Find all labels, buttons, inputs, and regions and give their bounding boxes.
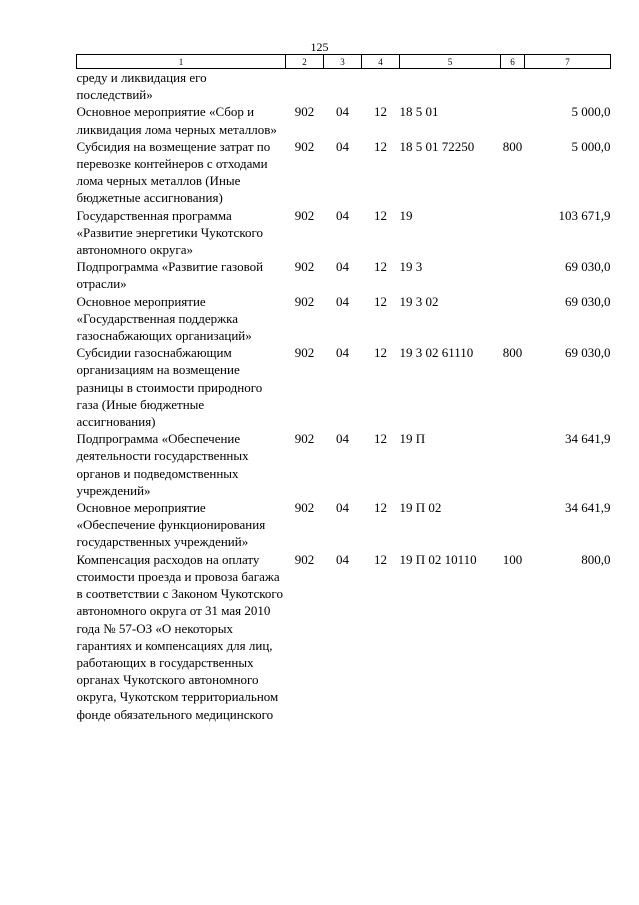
- table-row: [77, 293, 611, 345]
- item-name: Основное мероприятие «Обеспечение функционирования государственных учреждений»: [76, 500, 266, 550]
- target-item-code: 19 П 02 10110: [399, 551, 477, 567]
- column-number: 1: [77, 55, 286, 69]
- expense-type-code: [501, 207, 525, 259]
- target-item-code: 19 3 02 61110: [399, 345, 474, 361]
- amount: 103 671,9: [558, 207, 611, 223]
- target-item-code: 19 П: [399, 431, 426, 447]
- subsection-code: 12: [374, 104, 387, 120]
- item-name: Субсидия на возмещение затрат по перевозке контейнеров с отходами лома черных металлов (Иные бюджетные ассигнования): [76, 138, 271, 206]
- amount: 34 641,9: [565, 431, 611, 447]
- column-number: 6: [501, 55, 525, 69]
- grbs-code: 902: [294, 551, 315, 567]
- section-code: 04: [336, 104, 349, 120]
- item-name: Основное мероприятие «Сбор и ликвидация лома черных металлов»: [76, 104, 277, 137]
- expense-type-code: 800: [502, 345, 523, 361]
- subsection-code: 12: [374, 259, 387, 275]
- grbs-code: 902: [294, 104, 315, 120]
- column-number: 4: [362, 55, 400, 69]
- table-row: [77, 430, 611, 499]
- column-number: 3: [324, 55, 362, 69]
- table-row: [77, 344, 611, 430]
- amount: 69 030,0: [565, 345, 611, 361]
- table-row: [77, 207, 611, 259]
- subsection-code: [362, 69, 400, 104]
- page-number: 125: [310, 40, 329, 54]
- section-code: 04: [336, 207, 349, 223]
- amount: 800,0: [581, 551, 611, 567]
- section-code: 04: [336, 259, 349, 275]
- grbs-code: 902: [294, 293, 315, 309]
- column-number: 2: [286, 55, 324, 69]
- expense-type-code: [501, 293, 525, 345]
- amount: [525, 69, 611, 104]
- section-code: 04: [336, 293, 349, 309]
- item-name: Подпрограмма «Развитие газовой отрасли»: [76, 259, 264, 292]
- section-code: 04: [336, 345, 349, 361]
- column-number: 5: [400, 55, 501, 69]
- grbs-code: 902: [294, 500, 315, 516]
- item-name: Государственная программа «Развитие энергетики Чукотского автономного округа»: [76, 207, 263, 258]
- item-name: Компенсация расходов на оплату стоимости проезда и провоза багажа в соответствии с Законом Чукотского автономного округа от 31 мая 2010 года № 57-ОЗ «О некоторых гарантиях и компенсациях для лиц, работающих в государственных органах Чукотского автономного округа, Чукотском территориальном фонде обязательного медицинского: [76, 551, 283, 722]
- grbs-code: [286, 69, 324, 104]
- expense-type-code: 100: [502, 551, 523, 567]
- grbs-code: 902: [294, 138, 315, 154]
- table-row: [77, 103, 611, 137]
- amount: 5 000,0: [571, 138, 611, 154]
- target-item-code: [400, 69, 501, 104]
- expense-type-code: [501, 430, 525, 499]
- target-item-code: 19 П 02: [399, 500, 442, 516]
- expense-type-code: [501, 258, 525, 292]
- section-code: 04: [336, 551, 349, 567]
- section-code: 04: [336, 431, 349, 447]
- subsection-code: 12: [374, 138, 387, 154]
- budget-table: [76, 54, 611, 723]
- amount: 5 000,0: [571, 104, 611, 120]
- expense-type-code: [501, 103, 525, 137]
- target-item-code: 19: [399, 207, 413, 223]
- item-name: Подпрограмма «Обеспечение деятельности государственных органов и подведомственных учреждений»: [76, 431, 249, 498]
- table-row: [77, 138, 611, 207]
- grbs-code: 902: [294, 259, 315, 275]
- subsection-code: 12: [374, 500, 387, 516]
- target-item-code: 19 3: [399, 259, 423, 275]
- subsection-code: 12: [374, 345, 387, 361]
- subsection-code: 12: [374, 431, 387, 447]
- grbs-code: 902: [294, 431, 315, 447]
- section-code: 04: [336, 138, 349, 154]
- grbs-code: 902: [294, 345, 315, 361]
- item-name: Субсидии газоснабжающим организациям на возмещение разницы в стоимости природного газа (Иные бюджетные ассигнования): [76, 345, 263, 430]
- target-item-code: 19 3 02: [399, 293, 439, 309]
- column-number-row: [77, 55, 611, 69]
- target-item-code: 18 5 01: [399, 104, 439, 120]
- item-name: Основное мероприятие «Государственная поддержка газоснабжающих организаций»: [76, 293, 252, 344]
- expense-type-code: 800: [502, 138, 523, 154]
- table-row: [77, 499, 611, 551]
- expense-type-code: [501, 69, 525, 104]
- grbs-code: 902: [294, 207, 315, 223]
- expense-type-code: [501, 499, 525, 551]
- subsection-code: 12: [374, 207, 387, 223]
- amount: 69 030,0: [565, 293, 611, 309]
- amount: 69 030,0: [565, 259, 611, 275]
- table-row: [77, 69, 611, 104]
- item-name: среду и ликвидация его последствий»: [76, 70, 207, 103]
- table-row: [77, 258, 611, 292]
- section-code: 04: [336, 500, 349, 516]
- table-row: [77, 551, 611, 723]
- subsection-code: 12: [374, 551, 387, 567]
- section-code: [324, 69, 362, 104]
- column-number: 7: [525, 55, 611, 69]
- target-item-code: 18 5 01 72250: [399, 138, 475, 154]
- subsection-code: 12: [374, 293, 387, 309]
- amount: 34 641,9: [565, 500, 611, 516]
